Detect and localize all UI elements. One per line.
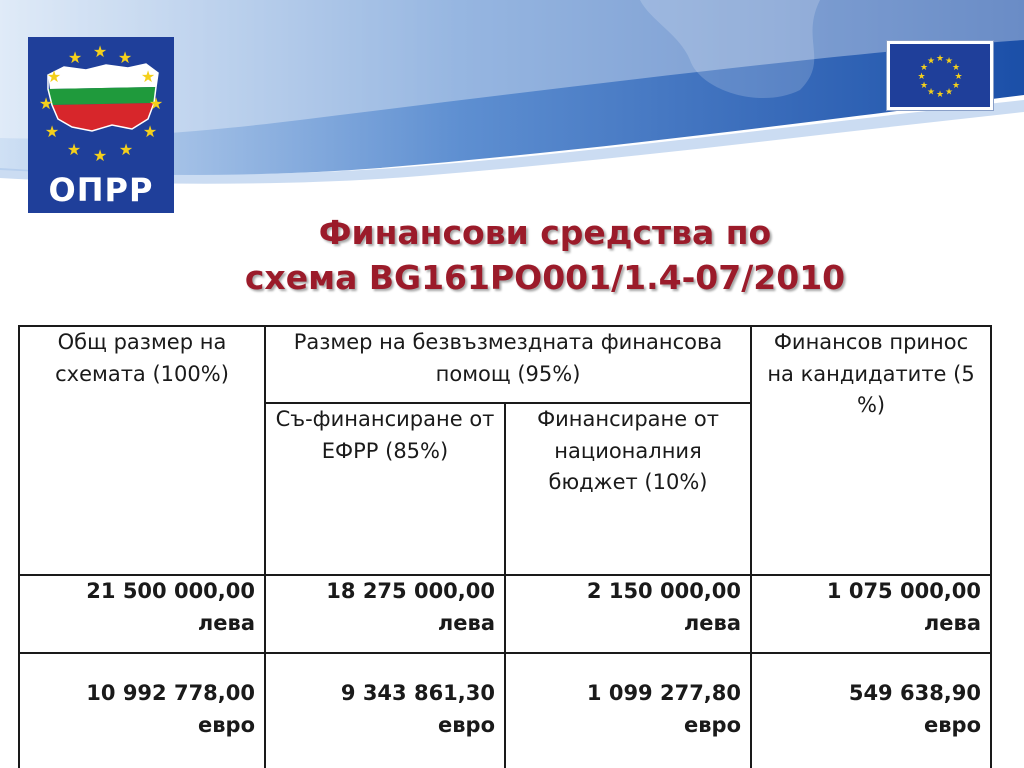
unit: лева [923,610,982,635]
logo-text: ОПРР [48,171,154,209]
header-national: Финансиране от националния бюджет (10%) [505,403,751,575]
svg-text:★: ★ [951,63,961,73]
header-total: Общ размер на схемата (100%) [19,326,265,575]
table-row [19,575,991,653]
cell-contribution [751,653,991,768]
opr-logo [28,37,174,213]
unit: евро [438,712,495,737]
svg-text:★: ★ [954,72,963,82]
header-cofin-efrr: Съ-финансиране от ЕФРР (85%) [265,403,505,575]
amount: 549 638,90 [848,681,982,705]
unit: лева [197,610,255,635]
svg-text:★: ★ [148,94,164,113]
svg-text:★: ★ [118,140,134,159]
svg-text:★: ★ [935,90,945,100]
unit: лева [437,610,495,635]
eu-flag-icon [887,41,993,110]
svg-text:★: ★ [926,56,936,67]
header-grant: Размер на безвъзмездната финансова помощ (95%) [265,326,751,403]
table-row [19,653,991,768]
svg-text:★: ★ [919,63,929,73]
svg-text:★: ★ [117,48,133,67]
svg-text:★: ★ [38,94,54,113]
cell-national [505,653,751,768]
header-contribution: Финансов принос на кандидатите (5 %) [751,326,991,575]
amount: 1 099 277,80 [586,681,742,705]
amount: 9 343 861,30 [340,681,495,705]
cell-cofin-efrr [265,575,505,653]
title-line-2: схема BG161PO001/1.4-07/2010 [244,258,846,297]
amount: 18 275 000,00 [326,579,495,603]
svg-text:★: ★ [944,56,954,67]
svg-text:★: ★ [935,54,945,64]
svg-text:★: ★ [944,87,954,98]
unit: лева [683,610,742,635]
svg-text:★: ★ [92,42,108,61]
amount: 1 075 000,00 [826,579,982,603]
amount: 2 150 000,00 [586,579,742,603]
unit: евро [198,712,255,737]
svg-text:★: ★ [44,122,60,141]
cell-contribution [751,575,991,653]
svg-text:★: ★ [92,146,108,165]
svg-text:★: ★ [926,87,936,98]
svg-text:★: ★ [951,81,961,91]
title-line-1: Финансови средства по [318,213,772,252]
funding-table [18,325,992,768]
page-title [150,210,940,300]
cell-total [19,653,265,768]
cell-total [19,575,265,653]
amount: 10 992 778,00 [86,681,255,705]
svg-text:★: ★ [66,140,82,159]
amount: 21 500 000,00 [86,579,255,603]
cell-cofin-efrr [265,653,505,768]
svg-text:★: ★ [917,72,926,82]
unit: евро [924,712,982,737]
svg-text:★: ★ [142,122,158,141]
unit: евро [684,712,742,737]
svg-text:★: ★ [919,81,929,91]
svg-text:★: ★ [67,48,83,67]
svg-text:★: ★ [46,67,62,86]
svg-text:★: ★ [140,67,156,86]
cell-national [505,575,751,653]
